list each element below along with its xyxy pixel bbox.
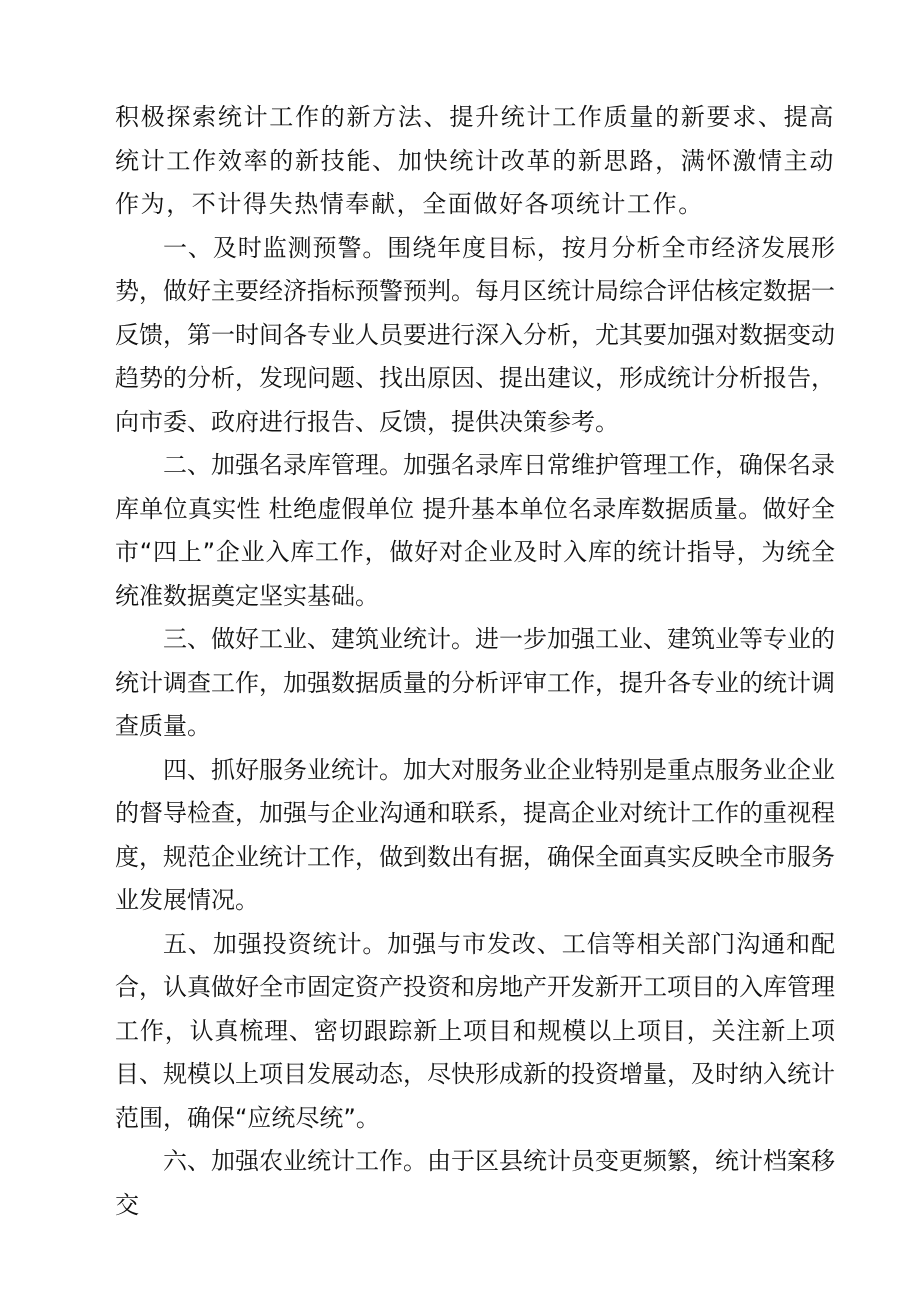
document-body xyxy=(115,96,835,1227)
paragraph-industry-construction: 三、做好工业、建筑业统计。进一步加强工业、建筑业等专业的统计调查工作，加强数据质量的分析评审工作，提升各专业的统计调查质量。 xyxy=(115,625,835,740)
paragraph-monitoring-warning: 一、及时监测预警。围绕年度目标，按月分析全市经济发展形势，做好主要经济指标预警预判。每月区统计局综合评估核定数据一反馈，第一时间各专业人员要进行深入分析，尤其要加强对数据变动趋势的分析，发现问题、找出原因、提出建议，形成统计分析报告，向市委、政府进行报告、反馈，提供决策参考。 xyxy=(115,233,835,436)
paragraph-directory-management: 二、加强名录库管理。加强名录库日常维护管理工作，确保名录库单位真实性 杜绝虚假单位 提升基本单位名录库数据质量。做好全市“四上”企业入库工作，做好对企业及时入库的统计指导，为统全统准数据奠定坚实基础。 xyxy=(115,451,835,610)
paragraph-service-industry: 四、抓好服务业统计。加大对服务业企业特别是重点服务业企业的督导检查，加强与企业沟通和联系，提高企业对统计工作的重视程度，规范企业统计工作，做到数出有据，确保全面真实反映全市服务业发展情况。 xyxy=(115,755,835,914)
intro-paragraph: 积极探索统计工作的新方法、提升统计工作质量的新要求、提高统计工作效率的新技能、加快统计改革的新思路，满怀激情主动作为，不计得失热情奉献，全面做好各项统计工作。 xyxy=(115,103,835,218)
paragraph-investment-statistics: 五、加强投资统计。加强与市发改、工信等相关部门沟通和配合，认真做好全市固定资产投资和房地产开发新开工项目的入库管理工作，认真梳理、密切跟踪新上项目和规模以上项目，关注新上项目、规模以上项目发展动态，尽快形成新的投资增量，及时纳入统计范围，确保“应统尽统”。 xyxy=(115,929,835,1132)
paragraph-agriculture-statistics: 六、加强农业统计工作。由于区县统计员变更频繁，统计档案移交 xyxy=(115,1147,835,1219)
